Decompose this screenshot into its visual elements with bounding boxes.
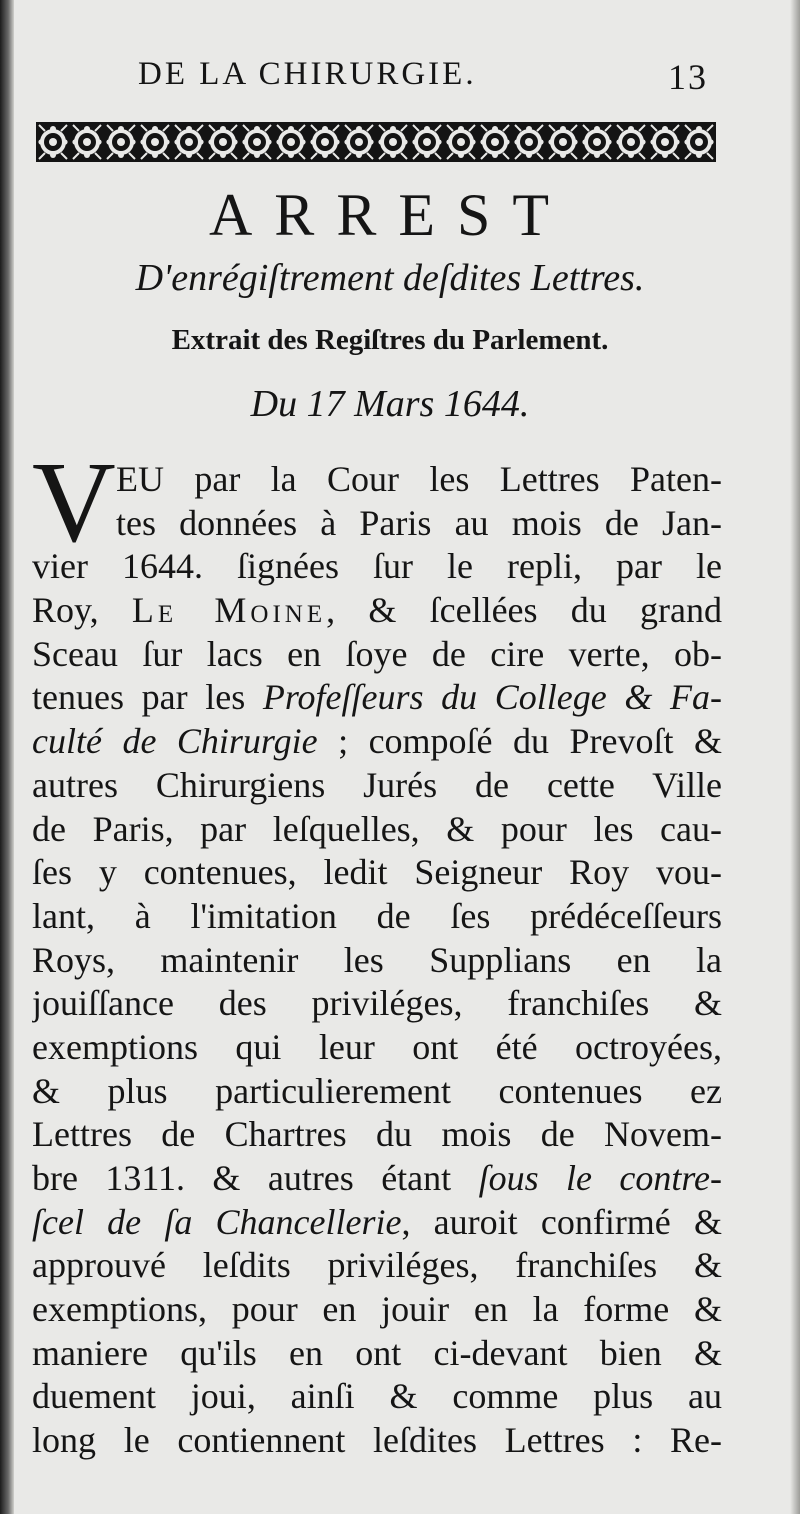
text-segment: ſes y contenues, ledit Seigneur Roy vou-: [32, 852, 722, 893]
text-line: [32, 1332, 722, 1376]
text-segment: Lettres de Chartres du mois de Novem-: [32, 1114, 722, 1155]
arrest-heading: ARREST: [208, 182, 572, 248]
text-line: [32, 1070, 722, 1114]
text-line: [32, 458, 722, 502]
text-segment: jouiſſance des priviléges, franchiſes &: [32, 983, 722, 1024]
text-segment: exemptions, pour en jouir en la forme &: [32, 1289, 722, 1330]
text-segment: approuvé leſdits priviléges, franchiſes &: [32, 1245, 722, 1286]
page-number: 13: [668, 57, 708, 97]
text-segment: exemptions qui leur ont été octroyées,: [32, 1026, 722, 1067]
text-segment: , & ſcellées du grand: [326, 590, 722, 631]
text-segment: de Paris, par leſquelles, & pour les cau-: [32, 808, 722, 849]
italic-segment: Profeſſeurs du College & Fa-: [262, 677, 722, 718]
text-segment: bre 1311. & autres étant: [32, 1158, 479, 1198]
text-line: [32, 982, 722, 1026]
text-segment: vier 1644. ſignées ſur le repli, par le: [32, 546, 722, 587]
text-line: [32, 545, 722, 589]
text-segment: Roys, maintenir les Supplians en la: [32, 939, 722, 980]
text-line: [32, 1375, 722, 1419]
text-line: [32, 939, 722, 983]
small-caps-segment: Le Moine: [131, 590, 327, 631]
text-segment: lant, à l'imitation de ſes prédéceſſeurs: [32, 895, 722, 936]
text-line: [32, 1419, 722, 1463]
text-line: [32, 633, 722, 677]
text-line: [32, 1201, 722, 1245]
text-line: [32, 1244, 722, 1288]
text-segment: , auroit confirmé &: [401, 1201, 722, 1242]
text-segment: autres Chirurgiens Jurés de cette Ville: [32, 764, 722, 805]
text-segment: tes données à Paris au mois de Jan-: [116, 502, 722, 543]
text-segment: tenues par les: [32, 677, 263, 718]
text-line: [32, 1026, 722, 1070]
text-line: [32, 1288, 722, 1332]
running-head: [38, 56, 728, 96]
subtitle: D'enrégiſtrement deſdites Lettres.: [135, 257, 645, 299]
extrait-line: Extrait des Regiſtres du Parlement.: [171, 324, 609, 356]
text-line: [32, 720, 722, 764]
running-title: DE LA CHIRURGIE.: [138, 56, 477, 92]
text-line: [32, 895, 722, 939]
text-segment: EU par la Cour les Lettres Paten-: [116, 459, 722, 499]
text-segment: Sceau ſur lacs en ſoye de cire verte, ob-: [32, 633, 722, 674]
drop-cap: V: [32, 439, 116, 567]
text-segment: long le contiennent leſdites Lettres : Re-: [32, 1420, 722, 1461]
text-segment: ; compoſé du Prevoſt &: [317, 721, 722, 762]
italic-segment: ſous le contre-: [478, 1158, 722, 1198]
italic-segment: ſcel de ſa Chancellerie: [32, 1201, 402, 1242]
text-segment: maniere qu'ils en ont ci-devant bien &: [32, 1332, 722, 1373]
text-line: [32, 1113, 722, 1157]
text-segment: Roy,: [32, 590, 132, 631]
text-line: [32, 808, 722, 852]
text-line: [32, 502, 722, 546]
floral-band-icon: [36, 118, 718, 166]
text-segment: & plus particulierement contenues ez: [32, 1070, 722, 1111]
date-line: Du 17 Mars 1644.: [250, 383, 530, 425]
text-line: [32, 764, 722, 808]
italic-segment: culté de Chirurgie: [32, 721, 318, 762]
text-line: [32, 1157, 722, 1201]
text-segment: duement joui, ainſi & comme plus au: [32, 1376, 722, 1417]
text-line: [32, 589, 722, 633]
text-line: [32, 676, 722, 720]
body-text: [32, 458, 722, 1463]
text-line: [32, 851, 722, 895]
